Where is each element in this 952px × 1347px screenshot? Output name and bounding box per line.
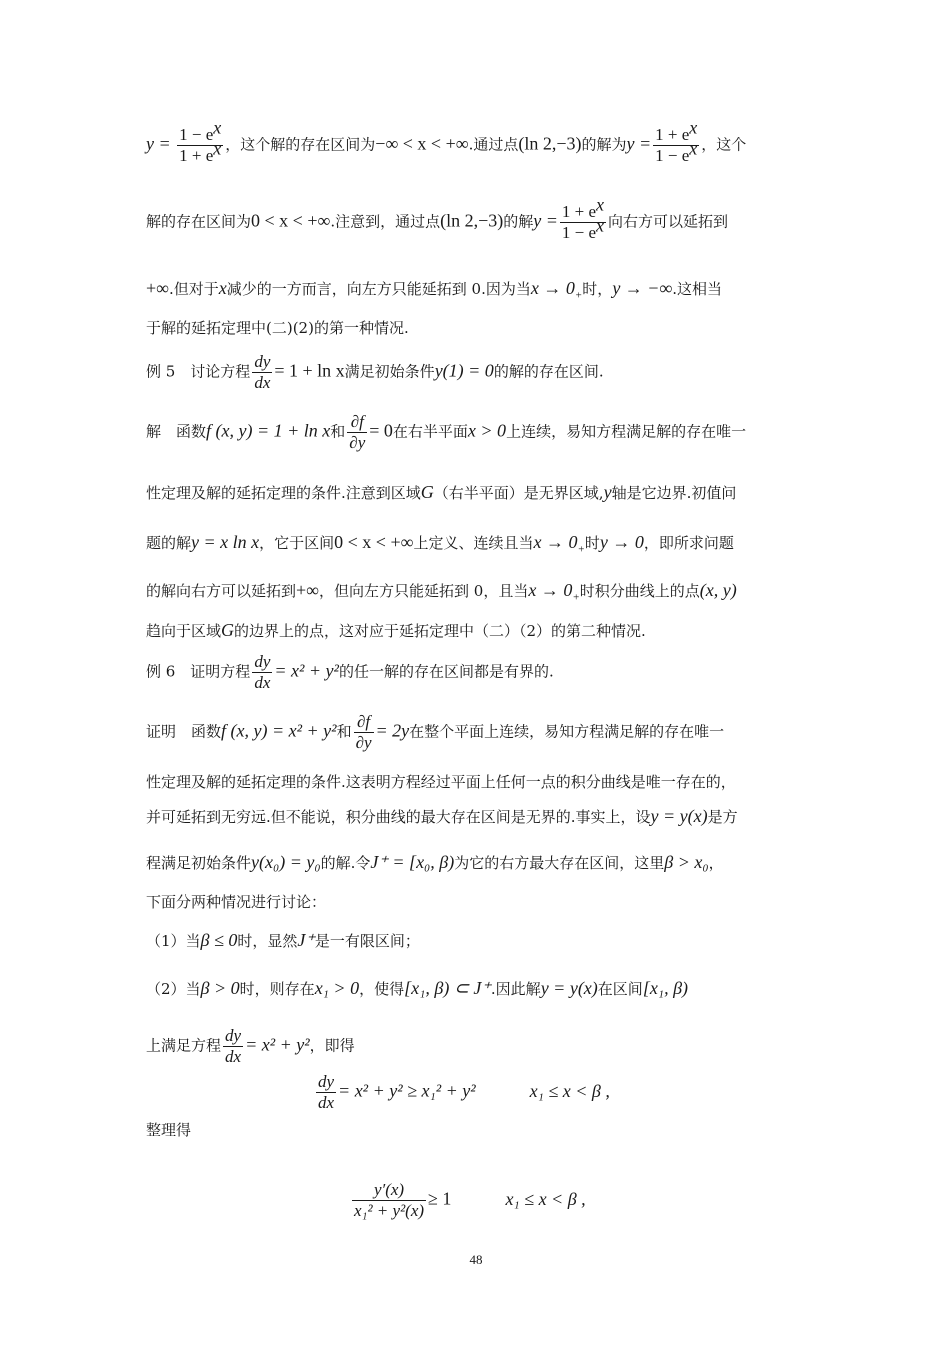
- text: ，即得: [309, 1036, 355, 1055]
- math: = 2y: [375, 720, 410, 741]
- math: G: [420, 482, 434, 502]
- math: J⁺: [297, 930, 315, 950]
- text: 的解向右方可以延拓到: [146, 582, 297, 600]
- line-14: [146, 806, 816, 827]
- text: ，使得: [359, 980, 405, 998]
- fraction: $\frac{y'(x)}{\text{x₁² + y²(x)}}$: [354, 1180, 425, 1220]
- fraction: $\frac{dy}{dx}$: [318, 1072, 335, 1112]
- line-20: [146, 1120, 816, 1140]
- text: ，: [708, 854, 724, 872]
- math: f (x, y) = x² + y²: [221, 720, 337, 741]
- line-12: [146, 712, 816, 753]
- page-number: 48: [469, 1252, 483, 1267]
- line-10: [146, 620, 816, 641]
- math: [x₁, β): [642, 978, 689, 998]
- math: $x \to 0_+$: [533, 532, 585, 556]
- fraction: $\frac{1 + e^x}{1 - e^x}$: [655, 117, 698, 165]
- line-13: [146, 772, 816, 792]
- text: .但对于: [168, 280, 219, 298]
- math: y =: [533, 210, 558, 231]
- text: 的解为: [581, 135, 627, 154]
- text: 为它的右方最大存在区间，这里: [454, 854, 665, 872]
- math: +∞: [146, 278, 169, 298]
- text: 上连续，易知方程满足解的存在唯一: [506, 422, 747, 441]
- math: [x₁, β) ⊂ J⁺: [404, 978, 491, 998]
- line-15: [146, 852, 816, 873]
- display-equation-2: [350, 1180, 710, 1221]
- math: f (x, y) = 1 + ln x: [206, 420, 331, 441]
- math: β ≤ 0: [200, 930, 238, 950]
- math: x₁ ≤ x < β ,: [529, 1080, 610, 1101]
- line-4: [146, 318, 816, 338]
- line-9: [146, 580, 816, 604]
- text: 性定理及解的延拓定理的条件.注意到区域: [146, 484, 421, 502]
- text: 上满足方程: [146, 1036, 222, 1055]
- text: 在区间: [597, 980, 643, 998]
- math: 0 < x < +∞: [334, 532, 414, 552]
- math: y =: [146, 133, 176, 154]
- text: ，但向左方只能延拓到 0，且当: [319, 582, 529, 600]
- display-equation-1: [314, 1072, 714, 1113]
- math: x₁ ≤ x < β ,: [505, 1188, 586, 1209]
- text: （2）当: [146, 980, 201, 998]
- fraction: $\frac{\partial f}{\partial y}$: [349, 412, 366, 452]
- math: (ln 2,−3): [440, 210, 504, 231]
- text: 满足初始条件: [344, 362, 435, 381]
- text: .因此解: [490, 980, 541, 998]
- math: (ln 2,−3): [518, 133, 582, 154]
- text: ，即所求问题: [643, 534, 734, 552]
- line-7: [146, 482, 816, 503]
- text: 在右半平面: [392, 422, 468, 441]
- text: ，这个: [701, 135, 747, 154]
- text: 题的解: [146, 534, 192, 552]
- math: y = y(x): [650, 806, 708, 826]
- text: 时: [584, 534, 600, 552]
- text: 和: [336, 722, 352, 741]
- text: 证明 函数: [146, 722, 222, 741]
- example-5-heading: [146, 352, 816, 393]
- text: （1）当: [146, 932, 201, 950]
- text: 和: [330, 422, 346, 441]
- text: 在整个平面上连续，易知方程满足解的存在唯一: [409, 722, 725, 741]
- math: = 1 + ln x: [274, 360, 345, 381]
- text: 并可延拓到无穷远.但不能说，积分曲线的最大存在区间是无界的.事实上，设: [146, 808, 651, 826]
- math: J⁺ = [x₀, β): [370, 852, 455, 872]
- fraction: $\frac{dy}{dx}$: [225, 1026, 242, 1066]
- text: 减少的一方而言，向左方只能延拓到 0.因为当: [226, 280, 531, 298]
- text: 的任一解的存在区间都是有界的.: [338, 662, 554, 681]
- math: = x² + y²: [245, 1034, 310, 1055]
- math: x₁ > 0: [314, 978, 360, 998]
- text: 的解的存在区间.: [493, 362, 604, 381]
- text: .这相当: [672, 280, 723, 298]
- math: $x \to 0_+$: [528, 580, 580, 604]
- text: 时，则存在: [239, 980, 315, 998]
- fraction: $\frac{dy}{dx}$: [254, 652, 271, 692]
- line-17: [146, 930, 816, 951]
- text: 例 6 证明方程: [146, 662, 251, 681]
- line-16: [146, 892, 816, 912]
- math: ≥ 1: [428, 1188, 452, 1209]
- math: y = y(x): [540, 978, 598, 998]
- math: β > 0: [200, 978, 240, 998]
- fraction: $\frac{\partial f}{\partial y}$: [355, 712, 372, 752]
- text: 轴是它边界.初值问: [611, 484, 737, 502]
- text: 于解的延拓定理中(二)(2)的第一种情况.: [146, 319, 409, 337]
- fraction: $\frac{dy}{dx}$: [254, 352, 271, 392]
- text: 向右方可以延拓到: [608, 212, 729, 231]
- line-6: [146, 412, 816, 453]
- example-6-heading: [146, 652, 816, 693]
- text: 下面分两种情况进行讨论：: [146, 893, 327, 911]
- fraction: $\frac{1 + e^x}{1 - e^x}$: [561, 194, 605, 242]
- line-3: [146, 278, 816, 302]
- math: = x² + y²: [274, 660, 339, 681]
- math: G: [221, 620, 235, 640]
- text: 是一有限区间；: [314, 932, 420, 950]
- line-18: [146, 978, 816, 999]
- math: (x, y): [699, 580, 737, 600]
- math: β > x₀: [664, 852, 709, 872]
- math: y → 0: [599, 532, 644, 552]
- math: = 0: [369, 420, 393, 441]
- line-2: [146, 194, 816, 243]
- math: 0 < x < +∞: [251, 210, 331, 231]
- text: 性定理及解的延拓定理的条件.这表明方程经过平面上任何一点的积分曲线是唯一存在的，: [146, 773, 736, 791]
- math: +∞: [296, 580, 319, 600]
- text: 上定义、连续且当: [413, 534, 534, 552]
- math: x > 0: [467, 420, 507, 441]
- text: （右半平面）是无界区域,: [433, 484, 604, 502]
- math: y: [603, 482, 612, 502]
- math: x: [218, 278, 227, 298]
- math: = x² + y² ≥ x₁² + y²: [338, 1080, 476, 1101]
- math: y(x₀) = y₀: [251, 852, 321, 872]
- line-8: [146, 532, 816, 556]
- text: 程满足初始条件: [146, 854, 252, 872]
- math: y(1) = 0: [434, 360, 494, 381]
- math: y → −∞: [612, 278, 673, 298]
- line-19: [146, 1026, 816, 1067]
- text: 是方: [707, 808, 738, 826]
- text: 解的存在区间为: [146, 212, 252, 231]
- text: 趋向于区域: [146, 622, 222, 640]
- math: y =: [626, 133, 652, 154]
- text: 的解.令: [320, 854, 371, 872]
- line-1: [146, 117, 816, 166]
- math: y = x ln x: [191, 532, 260, 552]
- text: .通过点: [468, 135, 519, 154]
- text: 的解: [503, 212, 534, 231]
- text: ，这个解的存在区间为: [225, 135, 376, 154]
- text: 时，显然: [237, 932, 298, 950]
- fraction: $\frac{1 - e^x}{1 + e^x}$: [179, 117, 222, 165]
- text: .注意到，通过点: [330, 212, 441, 231]
- math: −∞ < x < +∞: [375, 133, 469, 154]
- text: 的边界上的点，这对应于延拓定理中（二）（2）的第二种情况.: [234, 622, 646, 640]
- text: 时积分曲线上的点: [579, 582, 700, 600]
- text: 整理得: [146, 1121, 192, 1139]
- math: $x \to 0_+$: [530, 278, 583, 302]
- text: 例 5 讨论方程: [146, 362, 251, 381]
- text: 时，: [582, 280, 613, 298]
- text: 解 函数: [146, 422, 207, 441]
- text: ，它于区间: [259, 534, 335, 552]
